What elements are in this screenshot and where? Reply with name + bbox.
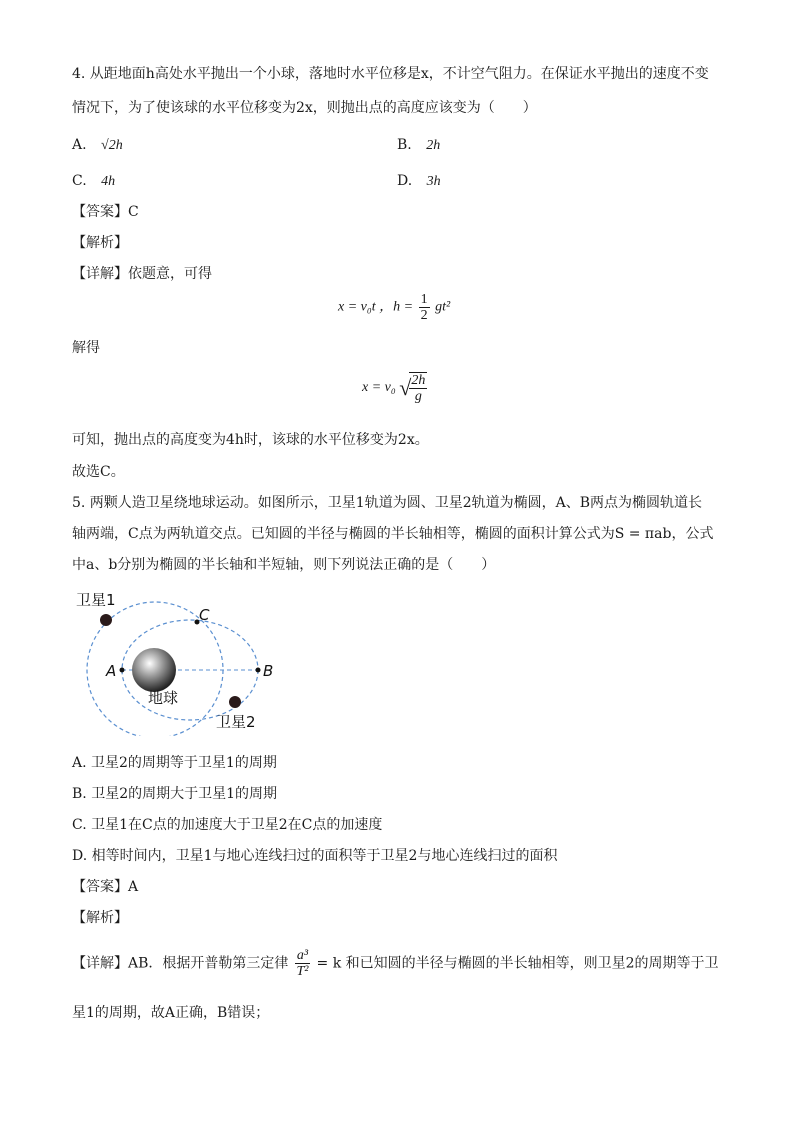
- q4-stem-line-2: 情况下，为了使该球的水平位移变为2x，则抛出点的高度应该变为（ ）: [72, 100, 537, 116]
- q5-kepler-denominator: T²: [296, 964, 309, 979]
- satellite-2-icon: [229, 696, 241, 708]
- q5-option-d: D. 相等时间内，卫星1与地心连线扫过的面积等于卫星2与地心连线扫过的面积: [72, 848, 558, 864]
- q4-answer: 【答案】C: [72, 204, 139, 220]
- q4-eq2-left: x = v₀: [362, 380, 396, 396]
- q5-stem-line-2: 轴两端，C点为两轨道交点。已知圆的半径与椭圆的半长轴相等，椭圆的面积计算公式为S = πab，公式: [72, 526, 714, 542]
- earth-icon: [132, 648, 176, 692]
- label-point-a: A: [106, 662, 117, 680]
- q4-option-d-label: D.: [397, 173, 413, 189]
- q4-solve-label: 解得: [72, 340, 100, 356]
- q5-analysis-heading: 【解析】: [72, 910, 128, 926]
- q4-option-c-value: 4h: [101, 174, 116, 189]
- label-satellite-2: 卫星2: [216, 713, 256, 731]
- point-b-marker: [256, 668, 261, 673]
- q4-option-c-label: C.: [72, 173, 87, 189]
- q4-option-d: [397, 171, 441, 192]
- q5-detail-line-1: [72, 948, 719, 979]
- q4-option-c: [72, 171, 115, 192]
- q4-choose: 故选C。: [72, 464, 125, 480]
- q5-detail-line-2: 星1的周期，故A正确，B错误；: [72, 1005, 270, 1021]
- q4-eq1-left: x = v₀t ，h =: [338, 299, 414, 315]
- q4-eq1-numerator: 1: [420, 292, 428, 307]
- q5-detail-prefix: 【详解】AB．根据开普勒第三定律: [72, 955, 289, 972]
- orbit-diagram: [70, 586, 290, 736]
- point-a-marker: [120, 668, 125, 673]
- q4-equation-1: [338, 292, 450, 323]
- q4-conclusion: 可知，抛出点的高度变为4h时，该球的水平位移变为2x。: [72, 432, 429, 448]
- q4-stem-line-1: 4. 从距地面h高处水平抛出一个小球，落地时水平位移是x，不计空气阻力。在保证水平抛出的速度不变: [72, 66, 709, 82]
- q5-answer: 【答案】A: [72, 879, 139, 895]
- q4-option-b-value: 2h: [426, 138, 441, 153]
- q4-eq2-fraction: [409, 372, 427, 404]
- q4-option-a-label: A.: [72, 137, 87, 153]
- q5-option-c: C. 卫星1在C点的加速度大于卫星2在C点的加速度: [72, 817, 383, 833]
- label-point-c: C: [199, 606, 210, 624]
- label-satellite-1: 卫星1: [76, 591, 116, 609]
- q5-option-b: B. 卫星2的周期大于卫星1的周期: [72, 786, 278, 802]
- q5-detail-suffix: = k 和已知圆的半径与椭圆的半长轴相等，则卫星2的周期等于卫: [316, 955, 719, 972]
- q4-option-a-value: √2h: [101, 138, 123, 153]
- q4-eq1-denominator: 2: [420, 308, 428, 323]
- label-point-b: B: [263, 662, 274, 680]
- q4-option-b-label: B.: [397, 137, 412, 153]
- q4-eq2-denominator: g: [414, 389, 422, 404]
- q4-equation-2: [362, 372, 429, 404]
- q4-analysis-heading: 【解析】: [72, 235, 128, 251]
- label-earth: 地球: [148, 689, 179, 707]
- sqrt-icon: √: [399, 375, 412, 400]
- q5-stem-line-1: 5. 两颗人造卫星绕地球运动。如图所示，卫星1轨道为圆、卫星2轨道为椭圆，A、B两点为椭圆轨道长: [72, 495, 703, 511]
- q4-detail-intro: 【详解】依题意，可得: [72, 266, 212, 282]
- q4-option-a: [72, 135, 123, 156]
- q4-option-b: [397, 135, 440, 156]
- q4-option-d-value: 3h: [426, 174, 441, 189]
- satellite-1-icon: [100, 614, 112, 626]
- q5-option-a: A. 卫星2的周期等于卫星1的周期: [72, 755, 277, 771]
- q5-stem-line-3: 中a、b分别为椭圆的半长轴和半短轴，则下列说法正确的是（ ）: [72, 557, 496, 573]
- q4-eq1-fraction: [419, 292, 430, 323]
- q4-eq2-numerator: 2h: [411, 373, 426, 388]
- q5-kepler-numerator: a³: [296, 948, 309, 963]
- q5-kepler-fraction: [295, 948, 310, 979]
- q4-eq1-tail: gt²: [435, 299, 451, 315]
